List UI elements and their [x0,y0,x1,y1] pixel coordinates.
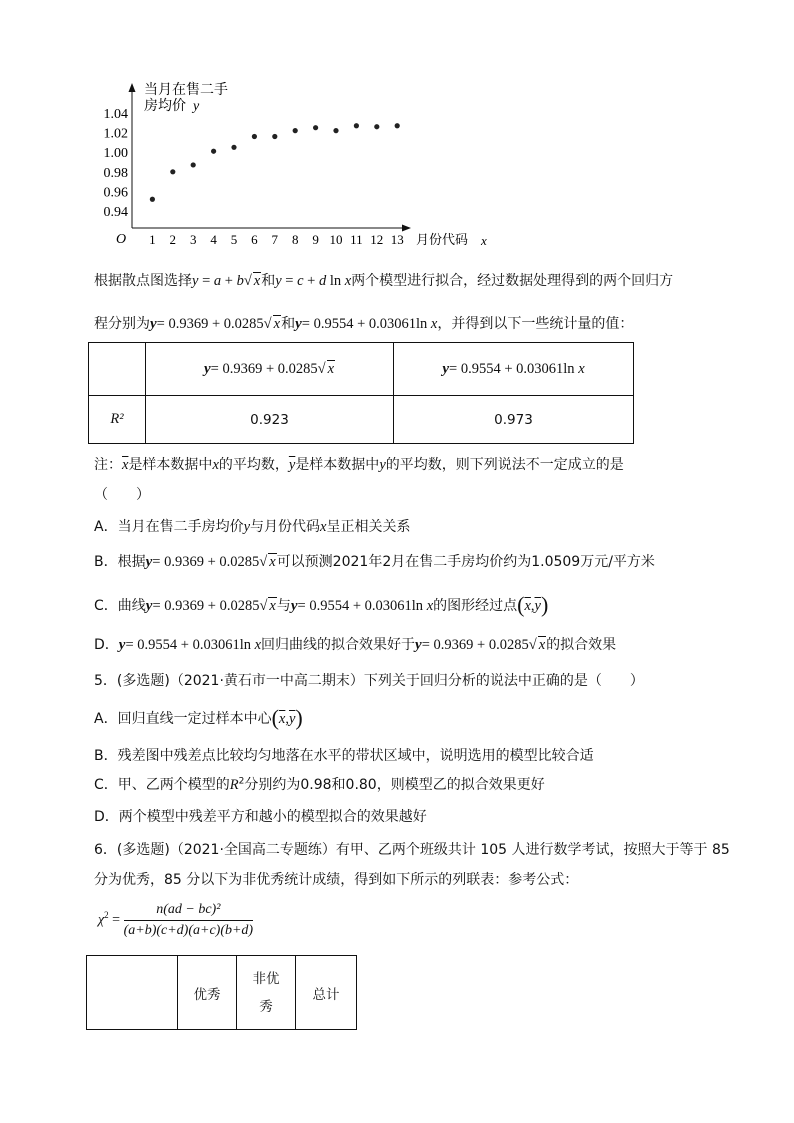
x-tick-label: 13 [390,232,404,247]
origin-label: O [116,232,127,247]
text-fragment: 和 [281,316,296,332]
option-c: C．曲线y= 0.9369 + 0.0285√ x与y= 0.9554 + 0.03061ln x的图形经过点$(\overline{x},\overline{y})$ [94,592,549,617]
q5-option-a: A．回归直线一定过样本中心$(\overline{x},\overline{y})$ [94,705,303,730]
text-fragment: 根据散点图选择 [94,273,192,289]
data-point [272,134,277,139]
x-tick-label: 11 [350,232,363,247]
y-tick-label: 1.00 [103,146,128,162]
x-tick-label: 5 [230,232,238,247]
text-fragment: ，并得到以下一些统计量的值： [437,316,634,332]
y-tick-label: 0.96 [103,185,128,201]
option-d: D．y= 0.9554 + 0.03061ln x回归曲线的拟合效果好于y= 0.9369 + 0.0285√ x的拟合效果 [94,637,617,653]
data-point [191,162,196,167]
data-points [150,123,400,202]
y-axis-label-line1: 当月在售二手 [144,83,228,98]
y-axis-var: y [193,99,200,114]
eq-sqrt-model: y [192,273,199,289]
chi-square-formula: $\chi^2$ = $\frac{\text{n(ad − bc)²}}{(a+b)(c+d)(a+c)(b+d)}$ [98,902,254,938]
x-tick-label: 12 [370,232,384,247]
header-excellent: 优秀 [178,956,237,1030]
table-header-model1: y= 0.9369 + 0.0285√ x [146,343,394,396]
scatter-chart [0,0,794,260]
text-fragment: 和 [261,273,276,289]
x-tick-label: 7 [271,232,279,247]
formula-numerator: n(ad − bc)² [124,902,254,921]
formula-denominator: (a+b)(c+d)(a+c)(b+d) [123,923,254,938]
y-tick-label: 0.94 [103,205,128,220]
text-fragment: 程分别为 [94,316,150,332]
x-tick-label: 1 [149,232,156,247]
yhat-icon: y [295,316,302,332]
x-tick-label: 2 [169,232,177,247]
question-6-line2: 分为优秀，85 分以下为非优秀统计成绩，得到如下所示的列联表：参考公式： [94,872,579,888]
y-tick-labels [104,107,129,220]
r2-label: R² [89,396,146,444]
x-tick-label: 9 [312,232,319,247]
table-cell [89,343,146,396]
y-tick-label: 1.04 [103,107,128,122]
table-header-model2: y= 0.9554 + 0.03061ln x [394,343,634,396]
x-tick-labels [149,232,404,247]
q5-option-d: D．两个模型中残差平方和越小的模型拟合的效果越好 [94,809,427,825]
y-tick-label: 1.02 [103,126,128,142]
option-b: B．根据y= 0.9369 + 0.0285√ x可以预测2021年2月在售二手房均价约为1.0509万元/平方米 [94,554,655,570]
model1-eq: 0.9369 + 0.0285 [168,316,264,332]
y-tick-label: 0.98 [103,165,128,181]
data-point [150,197,155,202]
data-point [231,145,236,150]
data-point [211,149,216,154]
x-axis-label: 月份代码 [416,232,469,247]
q5-option-c: C．甲、乙两个模型的$R^2$分别约为0.98和0.80，则模型乙的拟合效果更好 [94,776,545,793]
para-line-1: 根据散点图选择y = a + b√ x和y = c + d ln x两个模型进行拟合，经过数据处理得到的两个回归方 [94,273,674,289]
data-point [354,123,359,128]
data-point [252,134,257,139]
stats-table [88,342,634,444]
answer-blank: （ ） [94,487,150,503]
data-point [313,125,318,130]
data-point [395,123,400,128]
yhat-icon: y [150,316,157,332]
r2-model2: 0.973 [394,396,634,444]
x-axis-arrow [402,225,411,232]
y-axis-arrow [129,83,136,92]
contingency-table [86,955,357,1030]
header-not-excellent: 非优 秀 [237,956,296,1030]
question-5: 5．(多选题)（2021·黄石市一中高二期末）下列关于回归分析的说法中正确的是（ ） [94,673,644,689]
para-line-2: 程分别为y= 0.9369 + 0.0285√ x和y= 0.9554 + 0.03061ln x，并得到以下一些统计量的值： [94,316,634,332]
text-fragment: 两个模型进行拟合，经过数据处理得到的两个回归方 [351,273,674,289]
table-cell [87,956,178,1030]
option-a: A．当月在售二手房均价y与月份代码x呈正相关关系 [94,519,411,535]
data-point [170,169,175,174]
data-point [333,128,338,133]
eq-log-model: y [275,273,282,289]
x-tick-label: 6 [251,232,258,247]
x-tick-label: 10 [329,232,343,247]
r2-model1: 0.923 [146,396,394,444]
x-tick-label: 3 [189,232,197,247]
x-tick-label: 8 [291,232,299,247]
data-point [293,128,298,133]
q5-option-b: B．残差图中残差点比较均匀地落在水平的带状区域中，说明选用的模型比较合适 [94,748,594,764]
note-line: 注：$\overline{x}$是样本数据中x的平均数，$\overline{y}$是样本数据中y的平均数，则下列说法不一定成立的是 [94,457,624,473]
y-axis-label-line2: 房均价 [144,99,186,114]
x-tick-label: 4 [210,232,217,247]
header-total: 总计 [296,956,357,1030]
data-point [374,124,379,129]
question-6-line1: 6．(多选题)（2021·全国高二专题练）有甲、乙两个班级共计 105 人进行数学考试，按照大于等于 85 [94,842,730,858]
model2-eq: 0.9554 + 0.0306 [313,316,409,332]
x-axis-var: x [481,233,487,248]
